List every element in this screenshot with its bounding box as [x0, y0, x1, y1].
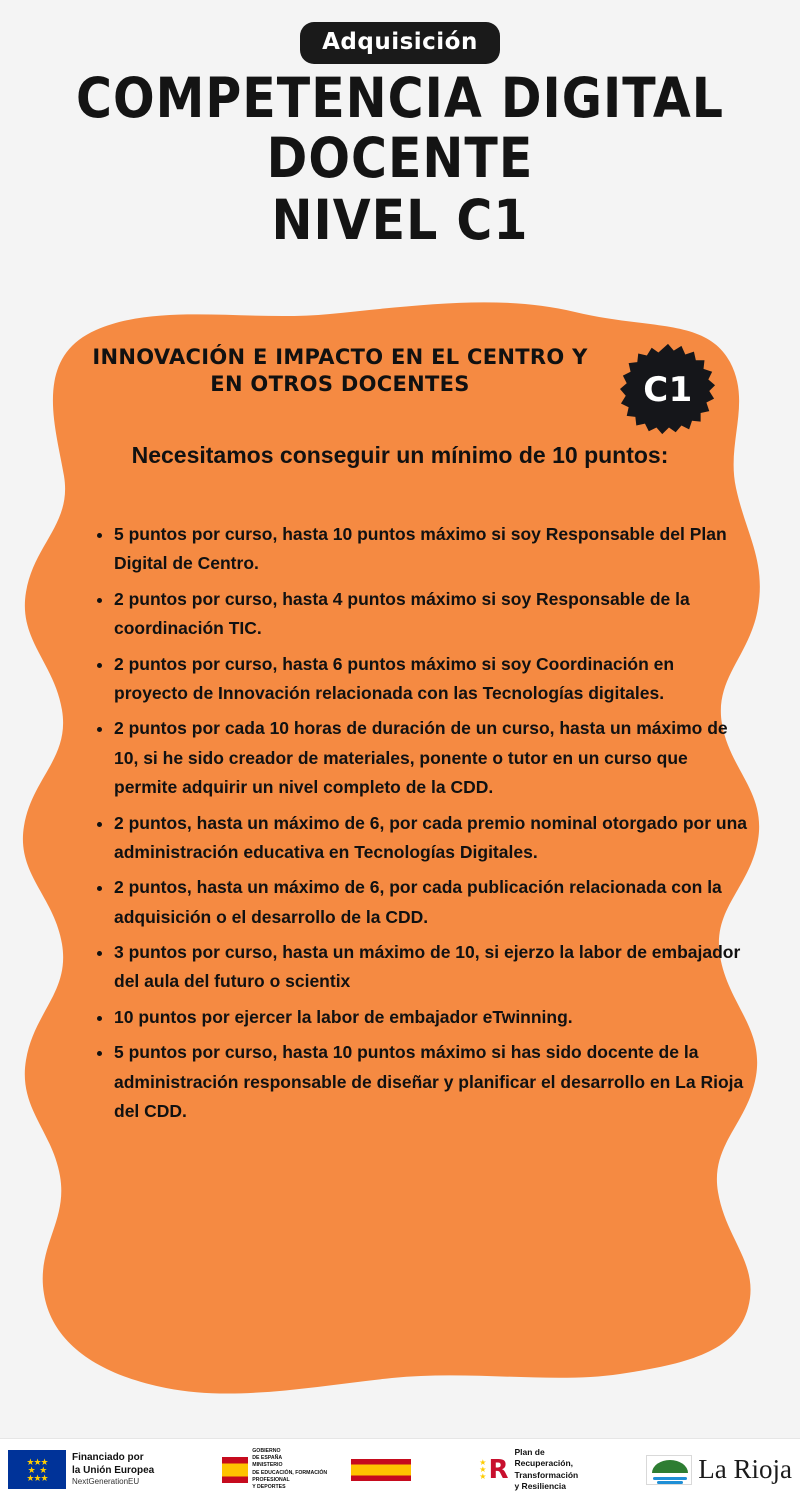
hill-shape-icon: [652, 1460, 688, 1473]
prtr-line-3: Transformación: [514, 1469, 579, 1480]
prtr-stars-icon: ★ ★ ★: [479, 1458, 487, 1481]
page-title-line-2: DOCENTE: [266, 126, 534, 191]
list-item: • 2 puntos, hasta un máximo de 6, por cada publicación relacionada con la adquisición o el desarrollo de la CDD.: [114, 873, 750, 932]
panel-subheading: Necesitamos conseguir un mínimo de 10 puntos:: [131, 442, 669, 468]
la-rioja-mark-icon: [646, 1455, 692, 1485]
prtr-text: [514, 1447, 578, 1491]
page-title-line-3: NIVEL C1: [271, 188, 529, 253]
spain-coat-icon: [222, 1457, 248, 1483]
prtr-logo: [479, 1447, 578, 1491]
panel-heading-line-1: INNOVACIÓN E IMPACTO EN EL CENTRO Y: [92, 345, 588, 369]
list-item: • 2 puntos, hasta un máximo de 6, por cada premio nominal otorgado por una administración educativa en Tecnologías Digitales.: [114, 809, 750, 868]
prtr-letter: R: [488, 1454, 509, 1485]
eu-line-2: la Unión Europea: [72, 1464, 155, 1476]
eu-funding-logo: [8, 1450, 154, 1489]
prtr-line-1: Plan de: [514, 1447, 545, 1458]
panel-content: [0, 292, 800, 1440]
la-rioja-label: La Rioja: [698, 1454, 792, 1484]
prtr-line-2: Recuperación,: [514, 1458, 574, 1469]
list-item: • 2 puntos por cada 10 horas de duración de un curso, hasta un máximo de 10, si he sido creador de materiales, ponente o tutor en un curso que permite adquirir un nivel completo de la CDD.: [114, 714, 750, 802]
wave-shape-icon: [653, 1477, 687, 1480]
spain-flag-icon: [351, 1459, 411, 1481]
eu-flag-icon: [8, 1450, 66, 1489]
prtr-mark-icon: [479, 1454, 509, 1485]
list-item: • 3 puntos por curso, hasta un máximo de 10, si ejerzo la labor de embajador del aula del futuro o scientix: [114, 938, 750, 997]
eu-line-1: Financiado por: [72, 1452, 144, 1464]
eu-line-3: NextGenerationEU: [72, 1476, 140, 1486]
acquisition-badge: Adquisición: [300, 22, 500, 64]
ministry-line-3: MINISTERIO: [252, 1462, 283, 1469]
ministry-logo: [222, 1448, 411, 1490]
ministry-line-4: DE EDUCACIÓN, FORMACIÓN PROFESIONAL: [252, 1469, 328, 1483]
ministry-line-1: GOBIERNO: [252, 1448, 281, 1455]
eu-funding-text: [72, 1452, 154, 1486]
level-seal-label: C1: [643, 370, 693, 410]
prtr-line-4: y Resiliencia: [514, 1480, 566, 1491]
points-list: [92, 520, 750, 1132]
list-item: • 10 puntos por ejercer la labor de embajador eTwinning.: [114, 1003, 750, 1032]
page-title-line-1: COMPETENCIA DIGITAL: [76, 66, 724, 131]
panel-heading-line-2: EN OTROS DOCENTES: [210, 371, 470, 396]
eu-stars-icon: ★★★ ★ ★ ★★★: [26, 1456, 48, 1483]
poster-header: [0, 0, 800, 253]
footer-logos: [0, 1438, 800, 1500]
list-item: • 5 puntos por curso, hasta 10 puntos máximo si has sido docente de la administración responsable de diseñar y planificar el desarrollo en La Rioja del CDD.: [114, 1038, 750, 1126]
list-item: • 2 puntos por curso, hasta 6 puntos máximo si soy Coordinación en proyecto de Innovación relacionada con las Tecnologías digitales.: [114, 650, 750, 709]
ministry-line-5: Y DEPORTES: [252, 1483, 286, 1490]
panel-heading: [60, 344, 620, 398]
ministry-line-2: DE ESPAÑA: [252, 1455, 283, 1462]
ministry-text: [252, 1448, 347, 1490]
level-seal: [620, 342, 716, 438]
page-title: [0, 66, 800, 253]
list-item: • 2 puntos por curso, hasta 4 puntos máximo si soy Responsable de la coordinación TIC.: [114, 585, 750, 644]
wave-shape-icon-2: [657, 1481, 683, 1484]
la-rioja-logo: [646, 1455, 792, 1485]
content-panel: [0, 292, 800, 1440]
list-item: • 5 puntos por curso, hasta 10 puntos máximo si soy Responsable del Plan Digital de Centro.: [114, 520, 750, 579]
